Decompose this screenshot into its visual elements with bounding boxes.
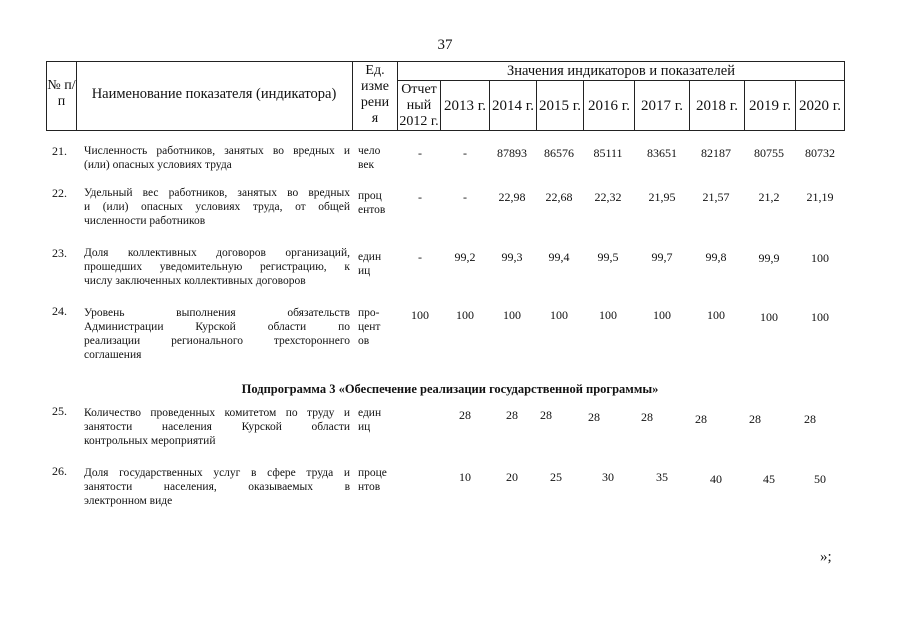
closing-quote: »; — [820, 549, 832, 565]
row-value: 21,19 — [806, 190, 834, 204]
row-value: 99,4 — [548, 250, 570, 264]
header-year: 2018 г. — [696, 98, 738, 114]
row-value: 100 — [653, 308, 671, 322]
header-col-line — [844, 61, 845, 130]
row-value: 100 — [811, 251, 829, 265]
row-number: 21. — [52, 144, 67, 158]
header-report-line: Отчет — [401, 82, 437, 97]
row-value: 35 — [656, 470, 668, 484]
row-unit — [358, 406, 398, 434]
row-value: 100 — [707, 308, 725, 322]
row-name-line: занятости населения, оказываемых в — [84, 481, 350, 493]
header-num: № п/п — [47, 78, 76, 109]
row-value: 100 — [599, 308, 617, 322]
row-value: 28 — [804, 412, 816, 426]
row-unit — [358, 250, 398, 278]
row-value: 28 — [588, 410, 600, 424]
row-value: 100 — [411, 308, 429, 322]
row-value: 80755 — [754, 146, 784, 160]
row-unit-line: иц — [358, 265, 371, 277]
row-value: - — [418, 146, 422, 160]
row-value: 83651 — [647, 146, 677, 160]
row-indicator-name — [84, 246, 350, 288]
row-value: - — [463, 146, 467, 160]
row-name-line: занятости населения Курской области — [84, 421, 350, 433]
row-name-line: Администрации Курской области по — [84, 321, 350, 333]
row-unit-line: един — [358, 251, 382, 263]
header-report-line: ный — [406, 98, 432, 113]
header-year: 2019 г. — [749, 98, 791, 114]
row-number: 25. — [52, 404, 67, 418]
row-unit-line: цент — [358, 321, 381, 333]
row-value: 45 — [763, 472, 775, 486]
row-unit-line: иц — [358, 421, 371, 433]
header-unit-line: Ед. — [365, 63, 385, 78]
row-unit-line: проце — [358, 467, 387, 479]
row-value: 28 — [749, 412, 761, 426]
header-year: 2017 г. — [641, 98, 683, 114]
row-unit-line: проц — [358, 190, 382, 202]
row-value: 21,57 — [702, 190, 730, 204]
row-value: 87893 — [497, 146, 527, 160]
row-value: 50 — [814, 472, 826, 486]
row-value: 22,32 — [594, 190, 622, 204]
page-number: 37 — [437, 37, 453, 53]
header-unit-line: рени — [360, 95, 390, 110]
row-name-line: (или) опасных условиях труда — [84, 159, 232, 171]
header-col-line — [76, 61, 77, 130]
header-year: 2013 г. — [444, 98, 486, 114]
row-value: 100 — [550, 308, 568, 322]
header-col-line — [634, 80, 635, 130]
row-value: 99,8 — [705, 250, 727, 264]
row-name-line: Доля коллективных договоров организаций, — [84, 247, 350, 259]
row-value: 22,68 — [545, 190, 573, 204]
row-value: - — [463, 190, 467, 204]
row-value: 99,9 — [758, 251, 780, 265]
row-value: 28 — [695, 412, 707, 426]
row-unit-line: чело — [358, 145, 381, 157]
row-name-line: реализации регионального трехстороннего — [84, 335, 350, 347]
row-value: 100 — [760, 310, 778, 324]
row-value: 28 — [641, 410, 653, 424]
row-indicator-name — [84, 186, 350, 228]
row-value: 21,2 — [758, 190, 780, 204]
row-value: 28 — [506, 408, 518, 422]
header-values-group: Значения индикаторов и показателей — [507, 63, 735, 79]
row-number: 26. — [52, 464, 67, 478]
row-name-line: электронном виде — [84, 495, 173, 507]
row-number: 24. — [52, 304, 67, 318]
row-name-line: прошедших уведомительную регистрацию, к — [84, 261, 350, 273]
row-indicator-name — [84, 466, 350, 508]
row-name-line: и (или) опасных условиях труда, от общей — [84, 201, 350, 213]
row-value: 22,98 — [498, 190, 526, 204]
row-name-line: Удельный вес работников, занятых во вредных — [84, 187, 350, 199]
row-unit — [358, 466, 398, 494]
row-unit-line: нтов — [358, 481, 381, 493]
header-year: 2020 г. — [799, 98, 841, 114]
header-report-line: 2012 г. — [399, 114, 439, 129]
row-value: 99,2 — [454, 250, 476, 264]
row-name-line: Доля государственных услуг в сфере труда и — [84, 467, 350, 479]
row-value: 100 — [456, 308, 474, 322]
row-name-line: числу заключенных коллективных договоров — [84, 275, 306, 287]
header-unit-line: я — [371, 111, 379, 126]
header-mid-border — [397, 80, 845, 81]
header-year: 2014 г. — [492, 98, 534, 114]
row-value: - — [418, 250, 422, 264]
row-value: 30 — [602, 470, 614, 484]
header-col-line — [689, 80, 690, 130]
row-name-line: соглашения — [84, 349, 142, 361]
row-name-line: численности работников — [84, 215, 206, 227]
row-value: 99,7 — [651, 250, 673, 264]
row-value: 99,3 — [501, 250, 523, 264]
header-name: Наименование показателя (индикатора) — [91, 86, 337, 102]
row-value: 80732 — [805, 146, 835, 160]
row-value: 21,95 — [648, 190, 676, 204]
row-name-line: контрольных мероприятий — [84, 435, 216, 447]
row-unit-line: про- — [358, 307, 380, 319]
header-top-border — [46, 61, 845, 62]
row-value: 100 — [811, 310, 829, 324]
row-value: 10 — [459, 470, 471, 484]
row-value: 82187 — [701, 146, 731, 160]
row-value: 40 — [710, 472, 722, 486]
row-value: 20 — [506, 470, 518, 484]
header-bottom-border — [46, 130, 845, 131]
row-unit-line: ов — [358, 335, 370, 347]
row-indicator-name — [84, 306, 350, 362]
row-value: 86576 — [544, 146, 574, 160]
row-value: 28 — [540, 408, 552, 422]
row-value: 100 — [503, 308, 521, 322]
row-number: 23. — [52, 246, 67, 260]
row-name-line: Уровень выполнения обязательств — [84, 307, 350, 319]
header-year: 2016 г. — [588, 98, 630, 114]
row-value: 85111 — [593, 146, 623, 160]
row-name-line: Количество проведенных комитетом по труду и — [84, 407, 350, 419]
row-unit-line: век — [358, 159, 375, 171]
header-year: 2015 г. — [539, 98, 581, 114]
subprogram-title: Подпрограмма 3 «Обеспечение реализации государственной программы» — [241, 382, 659, 396]
row-value: 28 — [459, 408, 471, 422]
row-value: 99,5 — [597, 250, 619, 264]
row-unit — [358, 189, 398, 217]
header-unit-line: изме — [361, 79, 389, 94]
row-unit — [358, 306, 398, 348]
row-indicator-name — [84, 406, 350, 448]
row-unit-line: ентов — [358, 204, 386, 216]
row-unit — [358, 144, 398, 172]
row-indicator-name — [84, 144, 350, 172]
row-value: 25 — [550, 470, 562, 484]
row-value: - — [418, 190, 422, 204]
row-unit-line: един — [358, 407, 382, 419]
row-number: 22. — [52, 186, 67, 200]
row-name-line: Численность работников, занятых во вредных и — [84, 145, 350, 157]
